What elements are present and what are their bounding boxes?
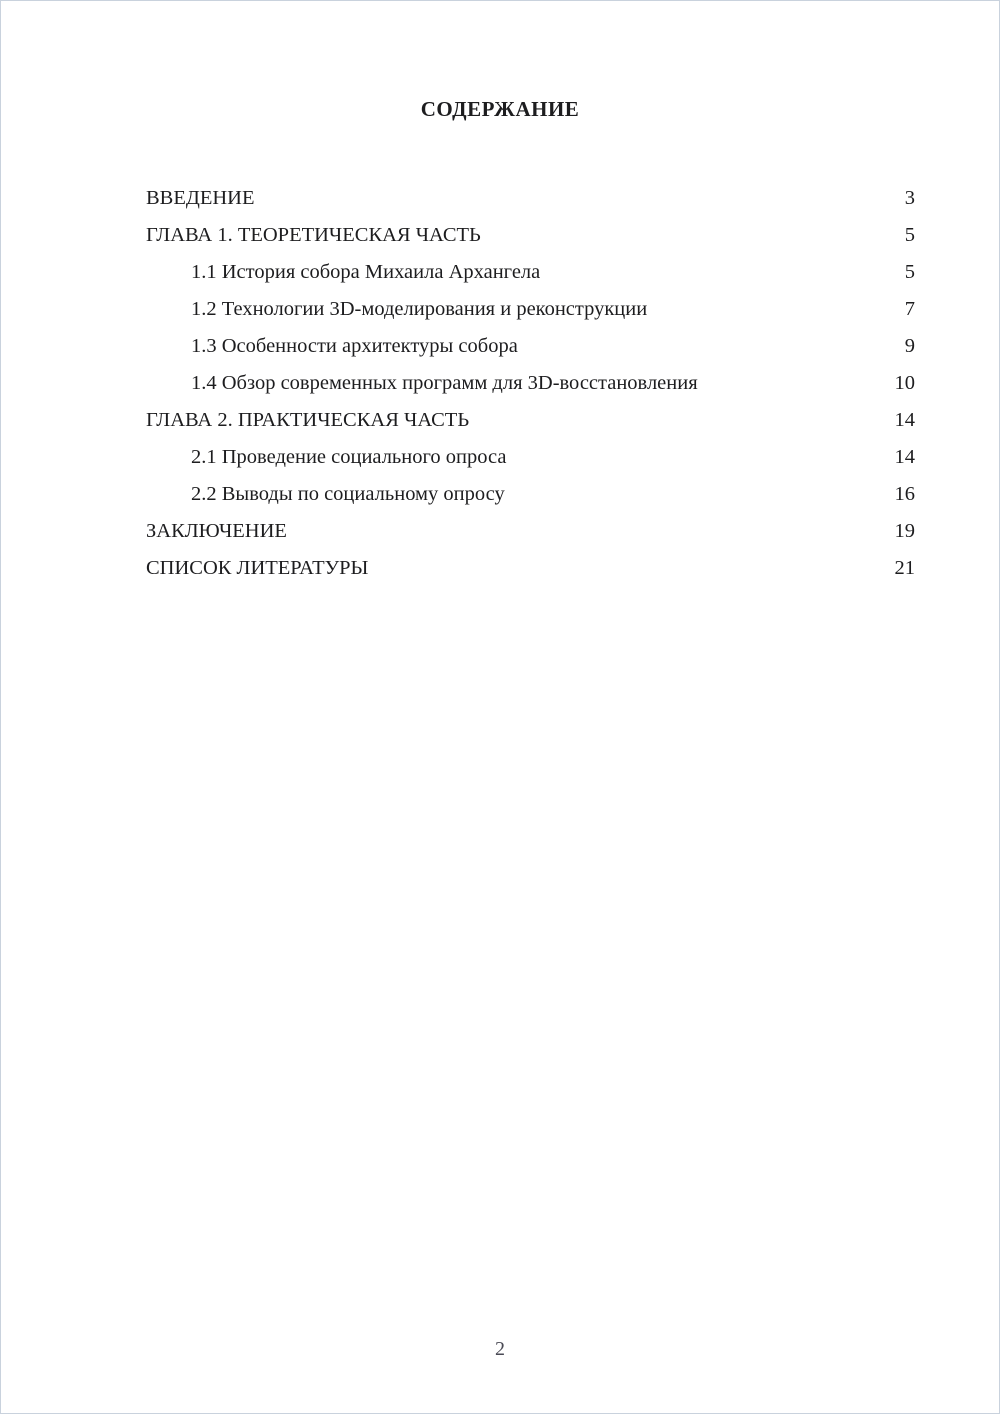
- toc-entry-page: 16: [894, 483, 915, 505]
- toc-entry-label: 2.2 Выводы по социальному опросу: [191, 483, 505, 505]
- toc-entry-label: ГЛАВА 1. ТЕОРЕТИЧЕСКАЯ ЧАСТЬ: [146, 224, 481, 246]
- toc-entry: [146, 402, 915, 439]
- toc-entry: [146, 550, 915, 587]
- toc-entry-page: 14: [894, 409, 915, 431]
- toc-entry-page: 21: [894, 557, 915, 579]
- toc-entry-label: 1.1 История собора Михаила Архангела: [191, 261, 541, 283]
- page-number: 2: [495, 1338, 505, 1360]
- toc-entry-page: 10: [894, 372, 915, 394]
- toc-entry-page: 19: [894, 520, 915, 542]
- toc-entry-label: 1.3 Особенности архитектуры собора: [191, 335, 518, 357]
- toc-entry: [146, 291, 915, 328]
- page-title: СОДЕРЖАНИЕ: [420, 97, 580, 121]
- toc-entry-label: ВВЕДЕНИЕ: [146, 187, 255, 209]
- toc-entry-page: 3: [904, 187, 915, 209]
- toc-entry: [146, 439, 915, 476]
- toc-entry-label: ГЛАВА 2. ПРАКТИЧЕСКАЯ ЧАСТЬ: [146, 409, 470, 431]
- toc-entry: [146, 476, 915, 513]
- toc-entry-page: 14: [894, 446, 915, 468]
- toc-entry: [146, 217, 915, 254]
- toc-entry-label: 2.1 Проведение социального опроса: [191, 446, 507, 468]
- toc-entry-page: 5: [904, 261, 915, 283]
- toc-entry-label: 1.4 Обзор современных программ для 3D-восстановления: [191, 372, 698, 394]
- toc-entry: [146, 254, 915, 291]
- toc-list: [146, 180, 915, 587]
- toc-entry: [146, 365, 915, 402]
- toc-entry-label: СПИСОК ЛИТЕРАТУРЫ: [146, 557, 369, 579]
- toc-entry-label: ЗАКЛЮЧЕНИЕ: [146, 520, 287, 542]
- toc-entry-page: 5: [904, 224, 915, 246]
- toc-entry: [146, 180, 915, 217]
- toc-entry: [146, 513, 915, 550]
- toc-entry-label: 1.2 Технологии 3D-моделирования и реконструкции: [191, 298, 648, 320]
- toc-entry: [146, 328, 915, 365]
- toc-entry-page: 9: [904, 335, 915, 357]
- toc-entry-page: 7: [904, 298, 915, 320]
